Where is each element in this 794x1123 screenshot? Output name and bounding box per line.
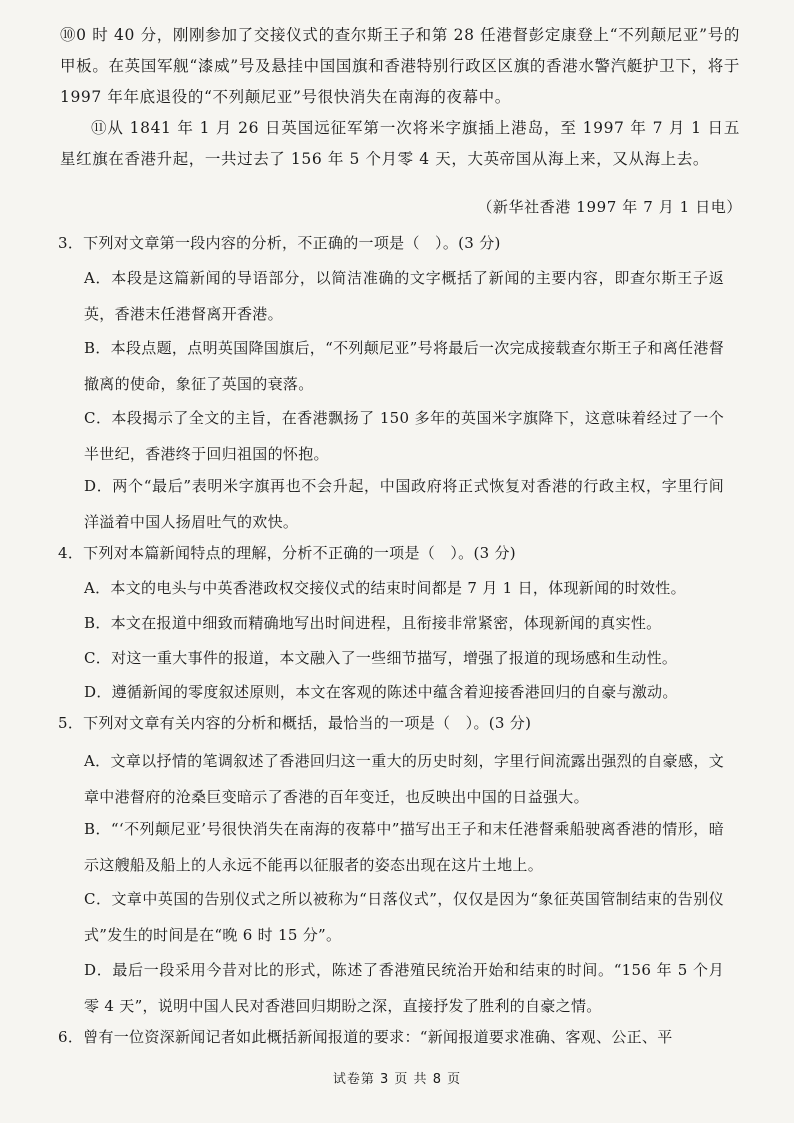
- question-5-option-c: C．文章中英国的告别仪式之所以被称为“日落仪式”，仅仅是因为“象征英国管制结束的告别仪式”发生的时间是在“晚 6 时 15 分”。: [84, 890, 724, 944]
- question-5-option-a: A．文章以抒情的笔调叙述了香港回归这一重大的历史时刻，字里行间流露出强烈的自豪感，文章中港督府的沧桑巨变暗示了香港的百年变迁，也反映出中国的日益强大。: [84, 752, 724, 806]
- question-3-stem: 3．下列对文章第一段内容的分析，不正确的一项是（ ）。(3 分): [58, 234, 501, 252]
- question-3-option-a: A．本段是这篇新闻的导语部分，以简洁准确的文字概括了新闻的主要内容，即查尔斯王子返英，香港末任港督离开香港。: [84, 269, 724, 323]
- news-source-line: （新华社香港 1997 年 7 月 1 日电）: [477, 198, 742, 216]
- question-5-option-b: B．“‘不列颠尼亚’号很快消失在南海的夜幕中”描写出王子和末任港督乘船驶离香港的情形，暗示这艘船及船上的人永远不能再以征服者的姿态出现在这片土地上。: [84, 820, 724, 874]
- passage-paragraph-11: ⑪从 1841 年 1 月 26 日英国远征军第一次将米字旗插上港岛，至 1997 年 7 月 1 日五星红旗在香港升起，一共过去了 156 年 5 个月零 4 天，大英帝国从海上来，又从海上去。: [60, 119, 740, 168]
- page-footer: 试卷第 3 页 共 8 页: [332, 1072, 462, 1087]
- question-3-option-b: B．本段点题，点明英国降国旗后，“不列颠尼亚”号将最后一次完成接载查尔斯王子和离任港督撤离的使命，象征了英国的衰落。: [84, 339, 724, 393]
- question-3-option-c: C．本段揭示了全文的主旨，在香港飘扬了 150 多年的英国米字旗降下，这意味着经过了一个半世纪，香港终于回归祖国的怀抱。: [84, 409, 724, 463]
- question-5-option-d: D．最后一段采用今昔对比的形式，陈述了香港殖民统治开始和结束的时间。“156 年 5 个月零 4 天”，说明中国人民对香港回归期盼之深，直接抒发了胜利的自豪之情。: [84, 961, 724, 1015]
- question-5-stem: 5．下列对文章有关内容的分析和概括，最恰当的一项是（ ）。(3 分): [58, 714, 532, 732]
- question-3-option-d: D．两个“最后”表明米字旗再也不会升起，中国政府将正式恢复对香港的行政主权，字里行间洋溢着中国人扬眉吐气的欢快。: [84, 477, 724, 531]
- question-4-option-a: A．本文的电头与中英香港政权交接仪式的结束时间都是 7 月 1 日，体现新闻的时效性。: [84, 579, 686, 597]
- question-4-option-d: D．遵循新闻的零度叙述原则，本文在客观的陈述中蕴含着迎接香港回归的自豪与激动。: [84, 683, 678, 701]
- question-4-stem: 4．下列对本篇新闻特点的理解，分析不正确的一项是（ ）。(3 分): [58, 544, 516, 562]
- question-4-option-b: B．本文在报道中细致而精确地写出时间进程，且衔接非常紧密，体现新闻的真实性。: [84, 614, 662, 632]
- question-6-stem: 6．曾有一位资深新闻记者如此概括新闻报道的要求：“新闻报道要求准确、客观、公正、平: [58, 1028, 673, 1046]
- passage-paragraph-10: ⑩0 时 40 分，刚刚参加了交接仪式的查尔斯王子和第 28 任港督彭定康登上“不列颠尼亚”号的甲板。在英国军舰“漆威”号及悬挂中国国旗和香港特别行政区区旗的香港水警汽艇护卫下，将于 1997 年年底退役的“不列颠尼亚”号很快消失在南海的夜幕中。: [60, 26, 740, 106]
- question-4-option-c: C．对这一重大事件的报道，本文融入了一些细节描写，增强了报道的现场感和生动性。: [84, 649, 678, 667]
